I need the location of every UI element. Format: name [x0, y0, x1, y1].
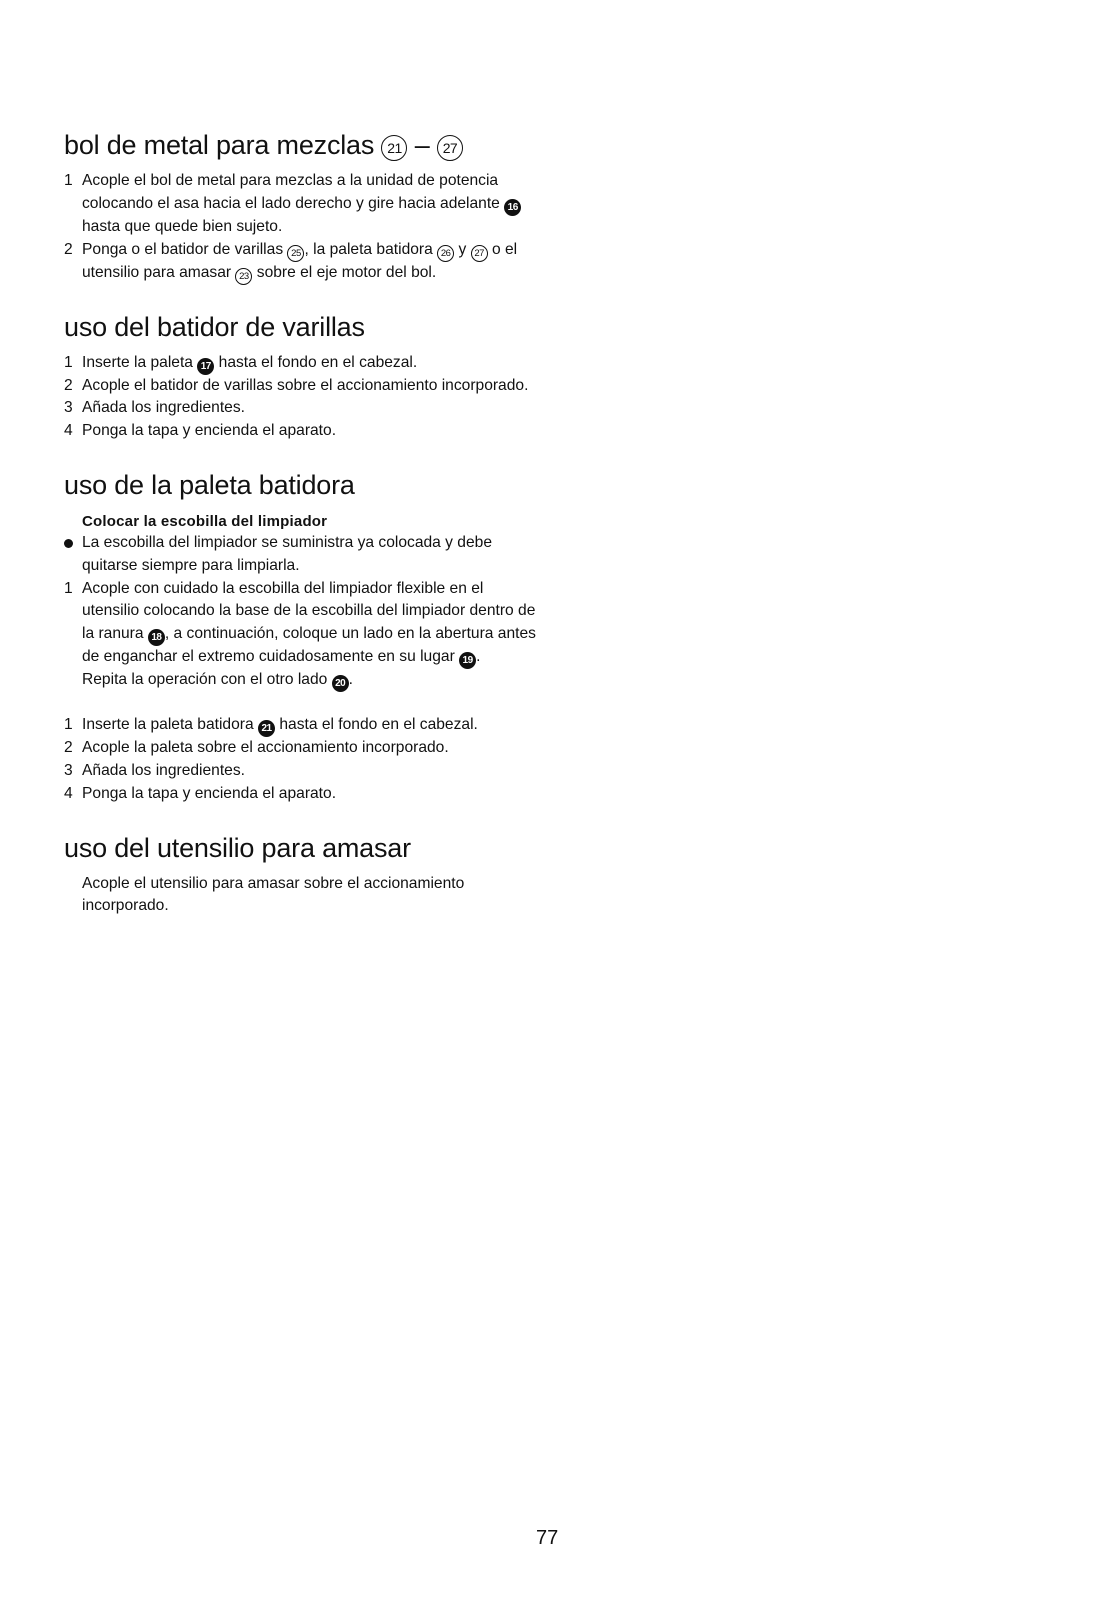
list-item [64, 737, 544, 760]
step-text [82, 578, 544, 693]
step-text-part: Inserte la paleta batidora [82, 716, 254, 734]
step-list [64, 714, 544, 805]
step-text-part: sobre el eje motor del bol. [256, 263, 437, 281]
bullet-marker [64, 532, 82, 578]
ref-marker-filled: 16 [504, 199, 521, 216]
subheading: Colocar la escobilla del limpiador [82, 512, 328, 530]
step-number: 1 [64, 716, 73, 734]
list-item [64, 170, 544, 239]
paragraph-block [64, 873, 544, 919]
section-beater [64, 468, 544, 806]
page-number: 77 [536, 1527, 559, 1549]
list-item [64, 397, 544, 420]
step-text-part: Inserte la paleta [82, 353, 193, 371]
section-metal-bowl [64, 128, 544, 285]
step-text [82, 170, 544, 239]
step-text-part: hasta el fondo en el cabezal. [218, 353, 418, 371]
paragraph [64, 873, 544, 919]
ref-marker-filled: 20 [332, 675, 349, 692]
step-number: 1 [64, 172, 73, 189]
step-text-part: , la paleta batidora [304, 240, 433, 258]
step-number: 2 [64, 376, 73, 394]
ref-marker-outline: 25 [287, 245, 304, 262]
section-title: uso del utensilio para amasar [64, 832, 411, 863]
step-text-part: . [476, 648, 481, 666]
step-list [64, 170, 544, 285]
indent-spacer [64, 873, 82, 919]
step-text-part: , a continuación, coloque un lado en la abertura antes de enganchar el extremo cuidadosamente en su lugar [82, 625, 536, 666]
section-title: uso de la paleta batidora [64, 469, 355, 500]
ref-marker-outline: 26 [437, 245, 454, 262]
list-item [64, 352, 544, 375]
step-text-part: y [458, 240, 467, 258]
section-whisk [64, 310, 544, 443]
step-number: 2 [64, 739, 73, 757]
step-number: 1 [64, 353, 73, 371]
step-text [82, 714, 544, 737]
step-text-part: Acople el bol de metal para mezclas a la unidad de potencia colocando el asa hacia el lado derecho y gire hacia adelante [82, 172, 500, 212]
manual-page-content [64, 128, 544, 943]
ref-marker-filled: 21 [258, 720, 275, 737]
section-dough-tool [64, 831, 544, 919]
bullet-item [64, 532, 544, 578]
step-list [64, 352, 544, 443]
step-text-part: hasta que quede bien sujeto. [82, 217, 283, 235]
step-text: Añada los ingredientes. [82, 761, 245, 779]
step-number: 4 [64, 784, 73, 802]
list-item [64, 578, 544, 693]
step-text: Acople la paleta sobre el accionamiento incorporado. [82, 739, 449, 757]
ref-marker-filled: 18 [148, 629, 165, 646]
step-text: Añada los ingredientes. [82, 399, 245, 417]
step-number: 2 [64, 240, 73, 258]
list-item [64, 783, 544, 806]
step-text: Ponga la tapa y encienda el aparato. [82, 784, 337, 802]
ref-marker-filled: 19 [459, 652, 476, 669]
step-text-part: Repita la operación con el otro lado [82, 671, 328, 689]
step-text: Acople el batidor de varillas sobre el accionamiento incorporado. [82, 376, 529, 394]
bullet-dot-icon [64, 539, 73, 548]
section-title: uso del batidor de varillas [64, 311, 365, 342]
step-number: 3 [64, 399, 73, 417]
step-number: 3 [64, 761, 73, 779]
ref-marker-filled: 17 [197, 358, 214, 375]
spacer [64, 692, 544, 714]
list-item [64, 760, 544, 783]
paragraph-text: Acople el utensilio para amasar sobre el accionamiento incorporado. [82, 874, 465, 915]
step-text-part: Acople con cuidado la escobilla del limpiador flexible en el utensilio colocando la base de la escobilla del limpiador dentro de la ranura [82, 579, 536, 643]
ref-marker-outline: 27 [471, 245, 488, 262]
step-text-part: . [348, 671, 354, 689]
ref-marker-outline: 23 [235, 268, 252, 285]
ref-marker-outline: 27 [437, 135, 463, 161]
section-title [64, 128, 544, 162]
list-item [64, 239, 544, 285]
step-text-part: Ponga o el batidor de varillas [82, 240, 284, 258]
list-item [64, 420, 544, 443]
title-dash: – [414, 130, 430, 160]
list-item [64, 375, 544, 398]
step-number: 1 [64, 579, 73, 597]
ref-marker-outline: 21 [381, 135, 407, 161]
section-title-text: bol de metal para mezclas [64, 130, 375, 160]
step-text [82, 239, 544, 285]
step-text-part: o el utensilio para amasar [82, 240, 518, 281]
step-text-part: hasta el fondo en el cabezal. [279, 716, 478, 734]
step-number: 4 [64, 422, 73, 440]
bullet-text: La escobilla del limpiador se suministra ya colocada y debe quitarse siempre para limpiarla. [82, 533, 492, 574]
list-item [64, 714, 544, 737]
step-text: Ponga la tapa y encienda el aparato. [82, 422, 337, 440]
step-text [82, 352, 544, 375]
